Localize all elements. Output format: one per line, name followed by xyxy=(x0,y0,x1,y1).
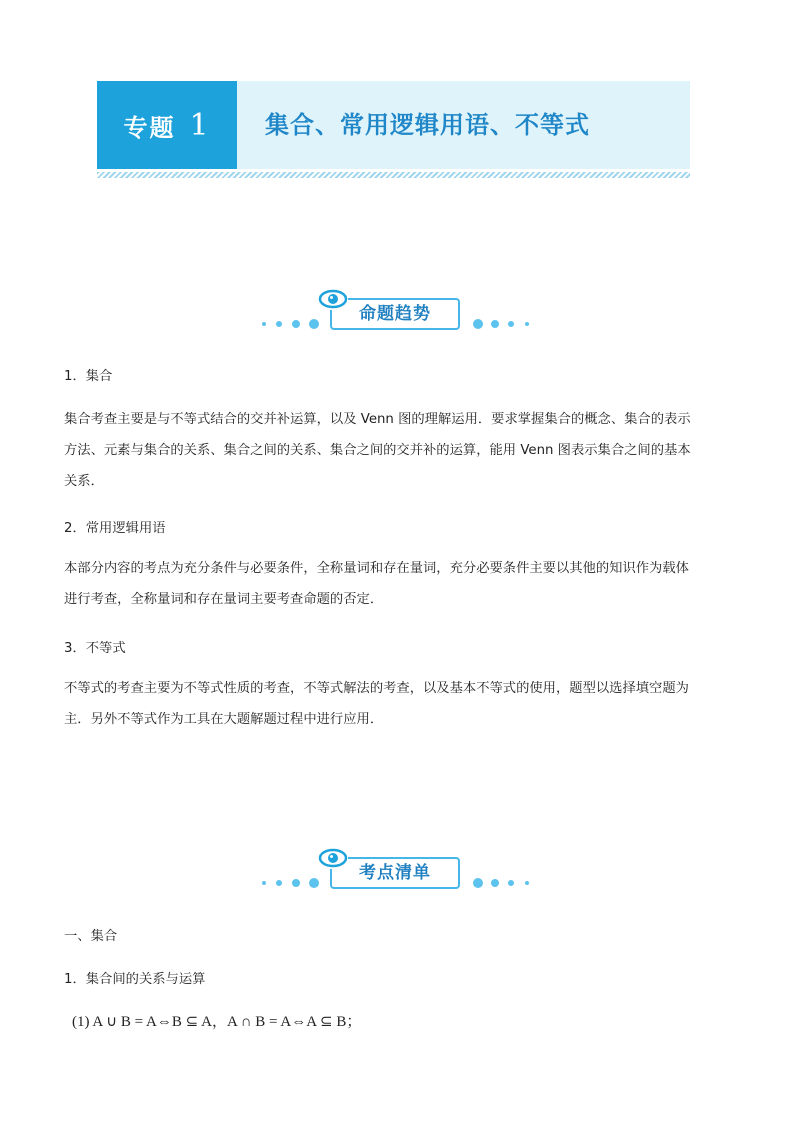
section-title: 命题趋势 xyxy=(330,298,460,330)
eye-icon xyxy=(318,847,348,869)
part-heading: 一、集合 xyxy=(64,929,118,944)
title-banner xyxy=(97,81,690,169)
banner-stripe xyxy=(97,172,690,178)
sub-heading: 1．集合间的关系与运算 xyxy=(64,972,206,987)
section-header-checklist xyxy=(0,851,794,897)
decor-dot xyxy=(262,322,266,326)
decor-dot xyxy=(473,878,483,888)
item-paragraph xyxy=(64,553,730,615)
item-heading: 2．常用逻辑用语 xyxy=(64,521,166,536)
decor-dot xyxy=(292,879,300,887)
item-paragraph xyxy=(64,673,730,735)
item-heading: 1．集合 xyxy=(64,369,113,384)
decor-dot xyxy=(508,880,514,886)
text-line: 集合考查主要是与不等式结合的交并补运算，以及 Venn 图的理解运用．要求掌握集合的概念、集合的表示 xyxy=(64,412,691,427)
eye-icon xyxy=(318,288,348,310)
text-line: 关系． xyxy=(64,474,104,489)
section-title: 考点清单 xyxy=(330,857,460,889)
formula-line: (1) A ∪ B = A⇔B ⊆ A，A ∩ B = A⇔A ⊆ B； xyxy=(72,1014,362,1030)
page-title: 集合、常用逻辑用语、不等式 xyxy=(265,110,590,139)
decor-dot xyxy=(276,880,282,886)
text-line: 不等式的考查主要为不等式性质的考查，不等式解法的考查，以及基本不等式的使用，题型以选择填空题为 xyxy=(64,681,689,696)
decor-dot xyxy=(491,320,499,328)
decor-dot xyxy=(525,881,529,885)
decor-dot xyxy=(309,878,319,888)
decor-dot xyxy=(309,319,319,329)
decor-dot xyxy=(276,321,282,327)
decor-dot xyxy=(508,321,514,327)
text-line: 方法、元素与集合的关系、集合之间的关系、集合之间的交并补的运算，能用 Venn 图表示集合之间的基本 xyxy=(64,443,691,458)
item-heading: 3．不等式 xyxy=(64,641,126,656)
item-paragraph xyxy=(64,404,730,497)
decor-dot xyxy=(525,322,529,326)
decor-dot xyxy=(473,319,483,329)
topic-badge xyxy=(97,81,237,169)
topic-label: 专题 xyxy=(123,112,176,142)
section-header-trends xyxy=(0,292,794,338)
text-line: 进行考查，全称量词和存在量词主要考查命题的否定． xyxy=(64,592,384,607)
text-line: 本部分内容的考点为充分条件与必要条件，全称量词和存在量词，充分必要条件主要以其他的知识作为载体 xyxy=(64,561,689,576)
topic-number: 1 xyxy=(189,107,211,143)
decor-dot xyxy=(262,881,266,885)
decor-dot xyxy=(491,879,499,887)
decor-dot xyxy=(292,320,300,328)
text-line: 主．另外不等式作为工具在大题解题过程中进行应用． xyxy=(64,712,384,727)
